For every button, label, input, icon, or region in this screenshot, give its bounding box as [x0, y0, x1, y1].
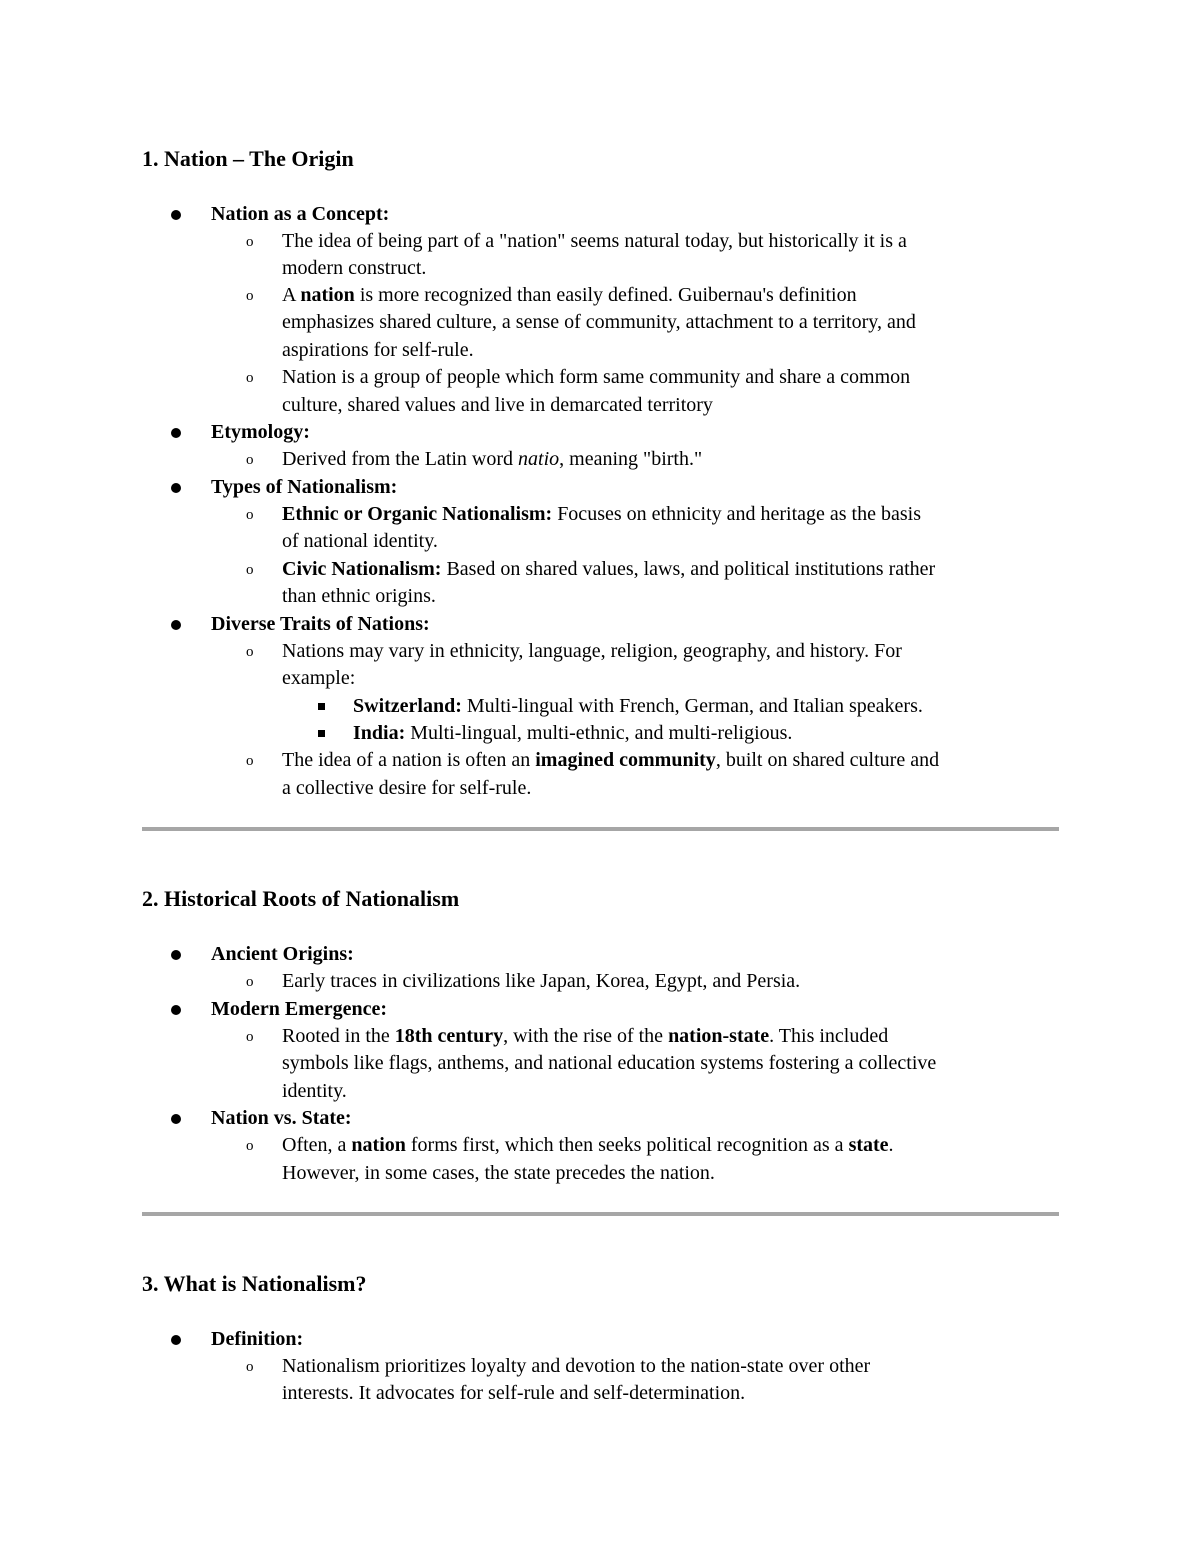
group-label: Modern Emergence: — [211, 998, 388, 1020]
bullet-circle: o — [246, 1029, 254, 1045]
item-line: Rooted in the 18th century, with the rise of the nation-state. This included — [282, 1025, 889, 1047]
section-2-title: 2. Historical Roots of Nationalism — [142, 886, 460, 911]
item-line: modern construct. — [282, 257, 427, 279]
item-line: Often, a nation forms first, which then seeks political recognition as a state. — [282, 1134, 894, 1156]
item-line: Derived from the Latin word natio, meaning "birth." — [282, 448, 703, 470]
item-line: However, in some cases, the state precedes the nation. — [282, 1162, 715, 1184]
bullet-square — [318, 730, 325, 737]
group-label: Definition: — [211, 1328, 304, 1350]
bullet-disc — [171, 1335, 181, 1345]
horizontal-rule — [142, 827, 1059, 831]
bullet-circle: o — [246, 370, 254, 386]
bullet-circle: o — [246, 288, 254, 304]
bullet-disc — [171, 483, 181, 493]
horizontal-rule — [142, 1212, 1059, 1216]
item-line: Nation is a group of people which form same community and share a common — [282, 366, 911, 388]
item-line: example: — [282, 667, 356, 689]
item-line: aspirations for self-rule. — [282, 339, 474, 361]
section-3-title: 3. What is Nationalism? — [142, 1271, 367, 1296]
bullet-circle: o — [246, 234, 254, 250]
item-line: Nationalism prioritizes loyalty and devotion to the nation-state over other — [282, 1355, 871, 1377]
section-1-title: 1. Nation – The Origin — [142, 146, 354, 171]
bullet-disc — [171, 210, 181, 220]
group-label: Etymology: — [211, 421, 310, 443]
bullet-disc — [171, 428, 181, 438]
bullet-circle: o — [246, 452, 254, 468]
bullet-circle: o — [246, 753, 254, 769]
group-label: Types of Nationalism: — [211, 476, 398, 498]
bullet-circle: o — [246, 1138, 254, 1154]
item-line: Civic Nationalism: Based on shared values, laws, and political institutions rather — [282, 558, 936, 580]
bullet-circle: o — [246, 562, 254, 578]
item-line: Early traces in civilizations like Japan, Korea, Egypt, and Persia. — [282, 970, 801, 992]
item-line: symbols like flags, anthems, and national education systems fostering a collective — [282, 1052, 937, 1074]
item-line: Nations may vary in ethnicity, language, religion, geography, and history. For — [282, 640, 902, 662]
group-label: Nation as a Concept: — [211, 203, 390, 225]
bullet-disc — [171, 1005, 181, 1015]
item-line: A nation is more recognized than easily defined. Guibernau's definition — [282, 284, 857, 306]
bullet-circle: o — [246, 1359, 254, 1375]
sub-item-line: Switzerland: Multi-lingual with French, German, and Italian speakers. — [353, 695, 923, 717]
bullet-disc — [171, 950, 181, 960]
item-line: than ethnic origins. — [282, 585, 436, 607]
item-line: Ethnic or Organic Nationalism: Focuses on ethnicity and heritage as the basis — [282, 503, 921, 525]
item-line: The idea of being part of a "nation" seems natural today, but historically it is a — [282, 230, 907, 252]
group-label: Nation vs. State: — [211, 1107, 352, 1129]
group-label: Ancient Origins: — [211, 943, 354, 965]
item-line: culture, shared values and live in demarcated territory — [282, 394, 713, 416]
sub-item-line: India: Multi-lingual, multi-ethnic, and multi-religious. — [353, 722, 793, 744]
item-line: of national identity. — [282, 530, 438, 552]
item-line: interests. It advocates for self-rule and self-determination. — [282, 1382, 746, 1404]
item-line: The idea of a nation is often an imagined community, built on shared culture and — [282, 749, 940, 771]
item-line: emphasizes shared culture, a sense of community, attachment to a territory, and — [282, 311, 916, 333]
bullet-square — [318, 703, 325, 710]
item-line: identity. — [282, 1080, 347, 1102]
bullet-disc — [171, 620, 181, 630]
bullet-disc — [171, 1114, 181, 1124]
group-label: Diverse Traits of Nations: — [211, 613, 430, 635]
item-line: a collective desire for self-rule. — [282, 777, 532, 799]
bullet-circle: o — [246, 644, 254, 660]
bullet-circle: o — [246, 507, 254, 523]
bullet-circle: o — [246, 974, 254, 990]
